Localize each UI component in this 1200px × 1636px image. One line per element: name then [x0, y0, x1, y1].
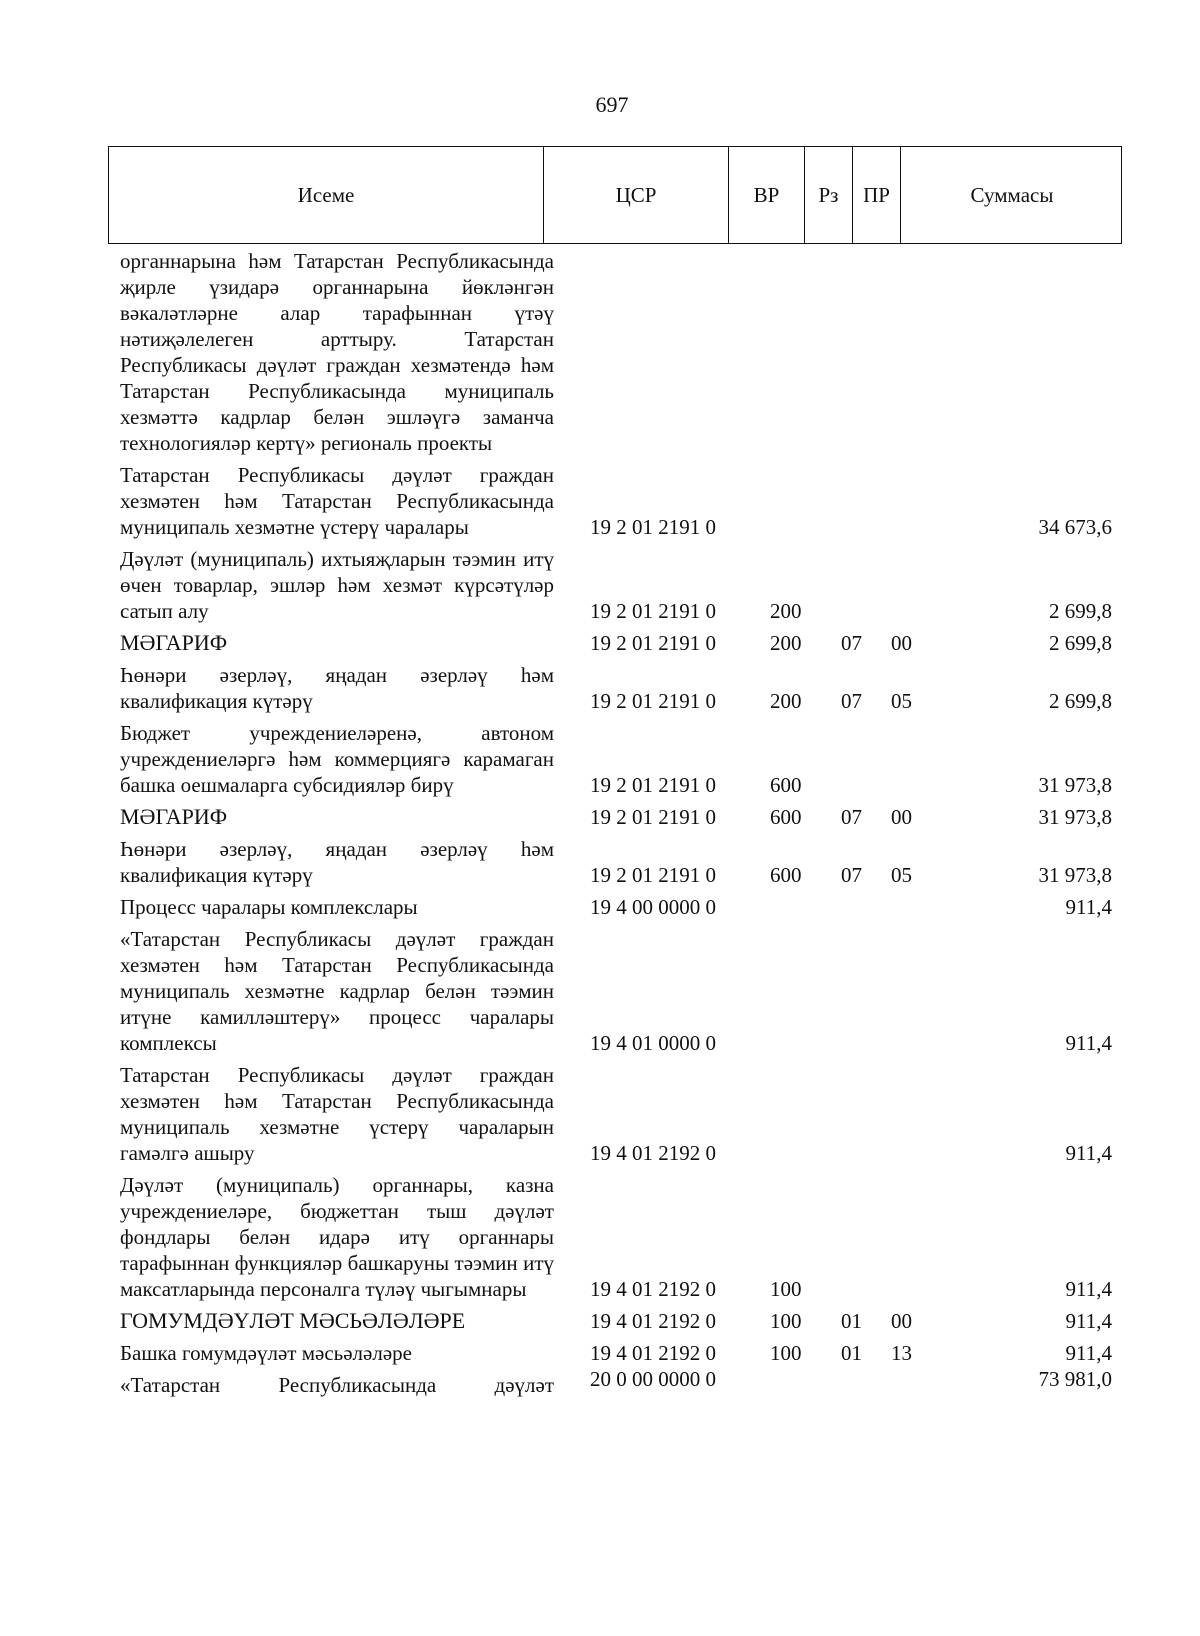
row-pr: 00: [891, 631, 912, 655]
row-sum: 911,4: [1065, 1309, 1112, 1333]
row-name: Процесс чаралары комплекслары: [120, 895, 418, 919]
row-pr: 05: [891, 863, 912, 887]
row-csr: 19 2 01 2191 0: [590, 599, 716, 623]
row-csr: 19 2 01 2191 0: [590, 631, 716, 655]
row-pr: 05: [891, 689, 912, 713]
row-pr: 13: [891, 1341, 912, 1365]
row-name: МӘГАРИФ: [120, 630, 228, 655]
row-csr: 19 2 01 2191 0: [590, 689, 716, 713]
row-rz: 07: [841, 631, 862, 655]
row-sum: 911,4: [1065, 895, 1112, 919]
row-name: Башка гомумдәүләт мәсьәләләре: [120, 1341, 412, 1365]
row-vr: 600: [770, 863, 802, 887]
header-name: Исеме: [297, 182, 355, 207]
row-sum: 2 699,8: [1049, 631, 1112, 655]
row-rz: 01: [841, 1309, 862, 1333]
row-csr: 20 0 00 0000 0: [590, 1367, 716, 1391]
row-csr: 19 2 01 2191 0: [590, 863, 716, 887]
row-name: Һөнәри әзерләү, яңадан әзерләү һәм квалификация күтәрү: [120, 837, 554, 887]
row-pr: 00: [891, 805, 912, 829]
table-row: [0, 836, 1200, 888]
row-sum: 31 973,8: [1038, 805, 1112, 829]
header-pr: ПР: [852, 147, 900, 243]
row-name: ГОМУМДӘҮЛӘТ МӘСЬӘЛӘЛӘРЕ: [120, 1308, 466, 1333]
table-row: [0, 1172, 1200, 1302]
row-sum: 31 973,8: [1038, 863, 1112, 887]
row-csr: 19 4 01 2192 0: [590, 1277, 716, 1301]
row-rz: 07: [841, 689, 862, 713]
row-csr: 19 4 01 2192 0: [590, 1141, 716, 1165]
row-name: Бюджет учреждениеләренә, автоном учреждениеләргә һәм коммерциягә карамаган башка оешмаларга субсидияләр бирү: [120, 721, 554, 797]
row-sum: 34 673,6: [1038, 515, 1112, 539]
row-vr: 600: [770, 805, 802, 829]
row-csr: 19 2 01 2191 0: [590, 805, 716, 829]
row-sum: 911,4: [1065, 1031, 1112, 1055]
row-csr: 19 2 01 2191 0: [590, 515, 716, 539]
row-name: Дәүләт (муниципаль) органнары, казна учреждениеләре, бюджеттан тыш дәүләт фондлары белән идарә итү органнары тарафыннан функцияләр башкаруны тәэмин итү максатларында персоналга түләү чыгымнары: [120, 1173, 554, 1301]
table-row: [0, 720, 1200, 798]
header-sum: Суммасы: [900, 147, 1123, 243]
row-sum: 2 699,8: [1049, 689, 1112, 713]
row-rz: 01: [841, 1341, 862, 1365]
row-csr: 19 4 01 2192 0: [590, 1341, 716, 1365]
row-vr: 100: [770, 1277, 802, 1301]
table-body: [0, 248, 1200, 1404]
row-name: Татарстан Республикасы дәүләт граждан хезмәтен һәм Татарстан Республикасында муниципаль хезмәтне үстерү чараларын гамәлгә ашыру: [120, 1063, 554, 1165]
table-row: [0, 546, 1200, 624]
table-row: [0, 630, 1200, 656]
table-row: [0, 1308, 1200, 1334]
table-row: [0, 248, 1200, 456]
row-name: Һөнәри әзерләү, яңадан әзерләү һәм квалификация күтәрү: [120, 663, 554, 713]
row-sum: 911,4: [1065, 1277, 1112, 1301]
row-csr: 19 4 00 0000 0: [590, 895, 716, 919]
row-name: органнарына һәм Татарстан Республикасында җирле үзидарә органнарына йөкләнгән вәкаләтләрне алар тарафыннан үтәү нәтиҗәлелеген арттыру. Татарстан Республикасы дәүләт граждан хезмәтендә һәм Татарстан Республикасында муниципаль хезмәттә кадрлар белән эшләүгә заманча технологияләр кертү» региональ проекты: [120, 249, 554, 455]
table-header: [108, 146, 1122, 244]
row-csr: 19 2 01 2191 0: [590, 773, 716, 797]
row-rz: 07: [841, 863, 862, 887]
table-row: [0, 462, 1200, 540]
row-name: Дәүләт (муниципаль) ихтыяҗларын тәэмин итү өчен товарлар, эшләр һәм хезмәт күрсәтүләр сатып алу: [120, 547, 554, 623]
table-row: [0, 804, 1200, 830]
table-row: [0, 1062, 1200, 1166]
row-sum: 2 699,8: [1049, 599, 1112, 623]
row-csr: 19 4 01 2192 0: [590, 1309, 716, 1333]
row-name: Татарстан Республикасы дәүләт граждан хезмәтен һәм Татарстан Республикасында муниципаль хезмәтне үстерү чаралары: [120, 463, 554, 539]
table-row: [0, 926, 1200, 1056]
row-vr: 600: [770, 773, 802, 797]
table-row: [0, 1340, 1200, 1366]
row-rz: 07: [841, 805, 862, 829]
row-sum: 911,4: [1065, 1341, 1112, 1365]
row-vr: 200: [770, 689, 802, 713]
page-number: 697: [595, 92, 629, 117]
row-name: МӘГАРИФ: [120, 804, 228, 829]
row-vr: 100: [770, 1309, 802, 1333]
header-rz: Рз: [804, 147, 852, 243]
row-name: «Татарстан Республикасы дәүләт граждан хезмәтен һәм Татарстан Республикасында муниципаль хезмәтне кадрлар белән тәэмин итүне камилләштерү» процесс чаралары комплексы: [120, 927, 554, 1055]
row-sum: 911,4: [1065, 1141, 1112, 1165]
header-vr: ВР: [728, 147, 804, 243]
row-sum: 73 981,0: [1038, 1367, 1112, 1391]
row-csr: 19 4 01 0000 0: [590, 1031, 716, 1055]
row-sum: 31 973,8: [1038, 773, 1112, 797]
table-row: [0, 662, 1200, 714]
row-name: «Татарстан Республикасында дәүләт: [120, 1373, 554, 1397]
header-csr: ЦСР: [543, 147, 728, 243]
row-vr: 100: [770, 1341, 802, 1365]
table-row: [0, 894, 1200, 920]
row-vr: 200: [770, 631, 802, 655]
row-pr: 00: [891, 1309, 912, 1333]
table-row: [0, 1367, 1200, 1398]
row-vr: 200: [770, 599, 802, 623]
